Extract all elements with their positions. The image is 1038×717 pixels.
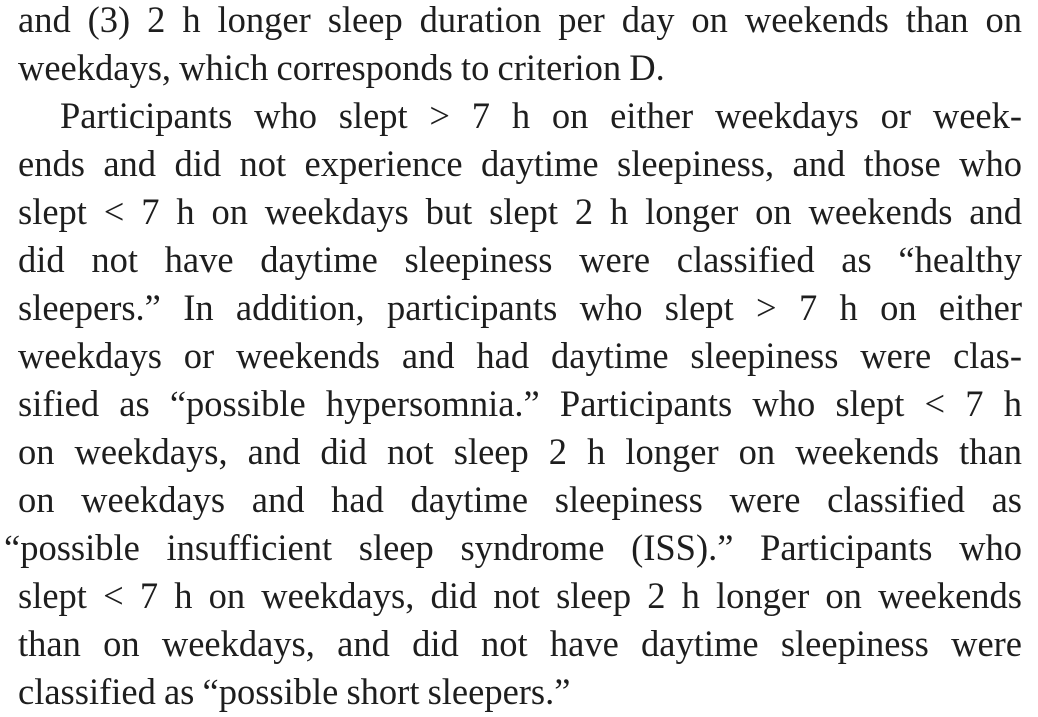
text-line: on weekdays, and did not sleep 2 h longer on weekends than xyxy=(18,431,1022,472)
text-line: than on weekdays, and did not have daytime sleepiness were xyxy=(18,623,1022,664)
text-line: did not have daytime sleepiness were classified as “healthy xyxy=(18,239,1022,280)
text-line: Participants who slept > 7 h on either weekdays or week- xyxy=(60,95,1022,136)
text-line: sleepers.” In addition, participants who slept > 7 h on either xyxy=(18,287,1022,328)
text-line: weekdays or weekends and had daytime sleepiness were clas- xyxy=(18,335,1022,376)
text-line: slept < 7 h on weekdays, did not sleep 2 h longer on weekends xyxy=(18,575,1022,616)
text-line: on weekdays and had daytime sleepiness were classified as xyxy=(18,479,1022,520)
text-line: and (3) 2 h longer sleep duration per day on weekends than on xyxy=(18,0,1022,40)
text-line: slept < 7 h on weekdays but slept 2 h longer on weekends and xyxy=(18,191,1022,232)
text-line: weekdays, which corresponds to criterion D. xyxy=(18,47,665,88)
text-line: sified as “possible hypersomnia.” Participants who slept < 7 h xyxy=(18,383,1022,424)
text-line: ends and did not experience daytime sleepiness, and those who xyxy=(18,143,1022,184)
text-line: classified as “possible short sleepers.” xyxy=(18,671,571,712)
text-line: “possible insufficient sleep syndrome (ISS).” Participants who xyxy=(4,527,1022,568)
